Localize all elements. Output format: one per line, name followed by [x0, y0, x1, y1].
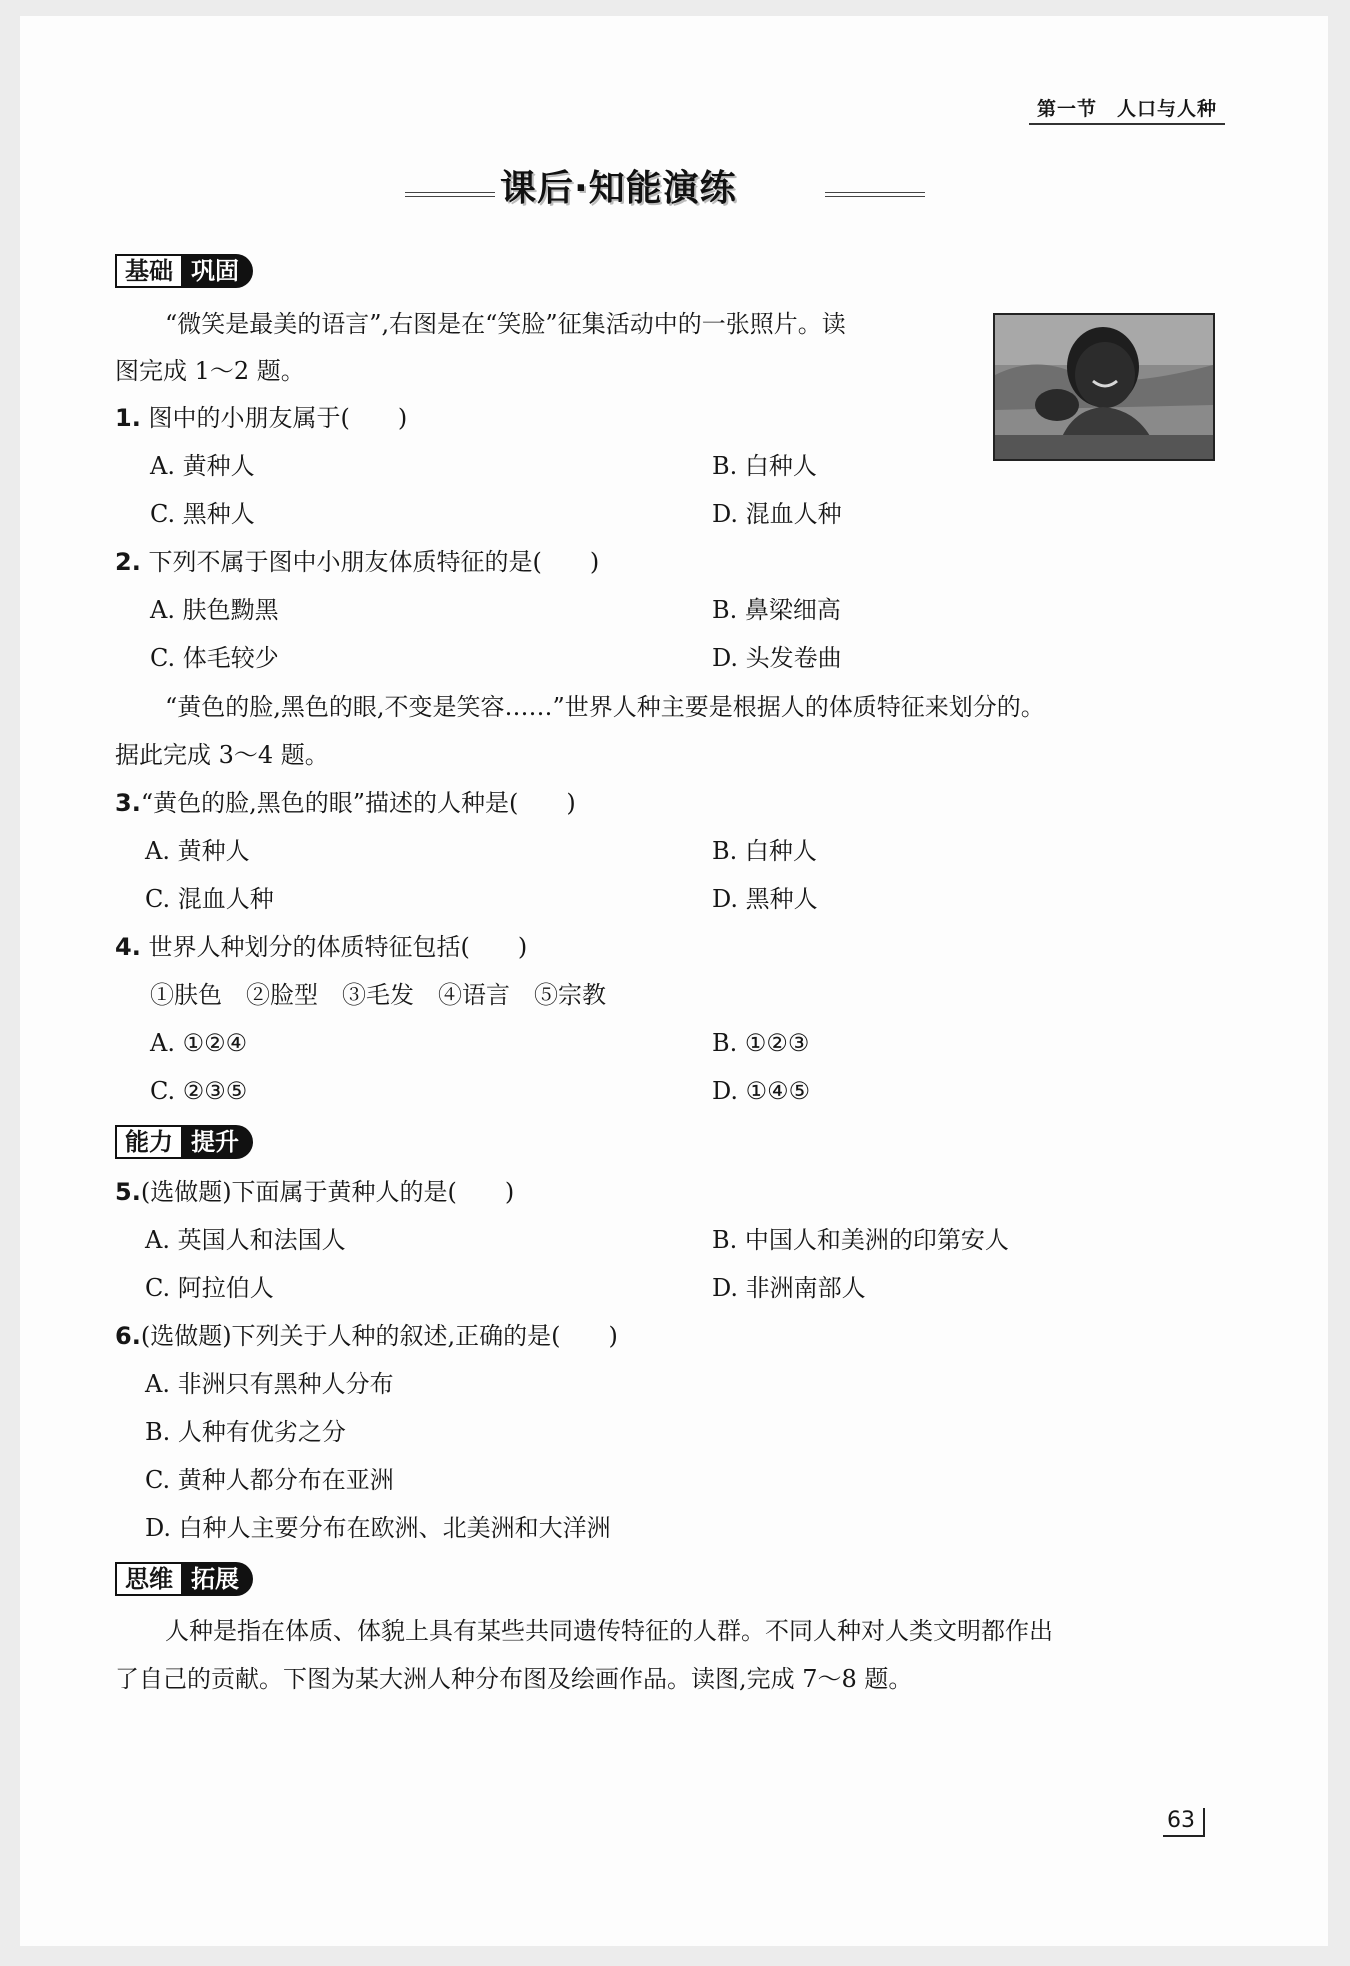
- q3-option-c: C. 混血人种: [145, 885, 274, 913]
- question-6: [115, 1322, 618, 1350]
- question-number: 1.: [115, 404, 141, 432]
- section-label-b: 巩固: [181, 254, 253, 288]
- q5-option-c: C. 阿拉伯人: [145, 1274, 274, 1302]
- intro-text-3b: 了自己的贡献。下图为某大洲人种分布图及绘画作品。读图,完成 7～8 题。: [115, 1665, 913, 1693]
- section-basic: [115, 254, 253, 288]
- q6-option-c: C. 黄种人都分布在亚洲: [145, 1466, 394, 1494]
- question-2: [115, 548, 599, 576]
- question-3: [115, 789, 576, 817]
- question-1: [115, 404, 407, 432]
- question-number: 6.: [115, 1322, 141, 1350]
- section-label-a: 基础: [115, 254, 181, 288]
- page-number: 63: [1163, 1808, 1205, 1837]
- question-number: 4.: [115, 933, 141, 961]
- intro-text-3a: 人种是指在体质、体貌上具有某些共同遗传特征的人群。不同人种对人类文明都作出: [165, 1617, 1053, 1645]
- intro-text-1b: 图完成 1～2 题。: [115, 357, 305, 385]
- section-label-b: 拓展: [181, 1562, 253, 1596]
- q1-option-c: C. 黑种人: [150, 500, 255, 528]
- question-number: 5.: [115, 1178, 141, 1206]
- q2-option-d: D. 头发卷曲: [712, 644, 842, 672]
- q6-option-b: B. 人种有优劣之分: [145, 1418, 346, 1446]
- q4-option-a: A. ①②④: [150, 1029, 248, 1057]
- banner-title: 课后·知能演练: [500, 168, 737, 209]
- question-stem: 下列不属于图中小朋友体质特征的是( ): [148, 548, 600, 576]
- intro-text-1a: “微笑是最美的语言”,右图是在“笑脸”征集活动中的一张照片。读: [165, 310, 846, 338]
- section-label-a: 思维: [115, 1562, 181, 1596]
- exercise-banner: [405, 156, 925, 226]
- photo-smiling-child: [993, 313, 1215, 461]
- q4-option-d: D. ①④⑤: [712, 1077, 811, 1105]
- section-label-b: 提升: [181, 1125, 253, 1159]
- question-stem: “黄色的脸,黑色的眼”描述的人种是( ): [140, 789, 576, 817]
- question-stem: 世界人种划分的体质特征包括( ): [148, 933, 528, 961]
- q5-option-d: D. 非洲南部人: [712, 1274, 866, 1302]
- q2-option-a: A. 肤色黝黑: [150, 596, 279, 624]
- q2-option-c: C. 体毛较少: [150, 644, 279, 672]
- section-label-a: 能力: [115, 1125, 181, 1159]
- q4-option-c: C. ②③⑤: [150, 1077, 248, 1105]
- q6-option-a: A. 非洲只有黑种人分布: [145, 1370, 394, 1398]
- question-number: 3.: [115, 789, 141, 817]
- question-stem: (选做题)下面属于黄种人的是( ): [140, 1178, 515, 1206]
- q2-option-b: B. 鼻梁细高: [712, 596, 841, 624]
- section-thinking: [115, 1562, 253, 1596]
- intro-text-2b: 据此完成 3～4 题。: [115, 741, 329, 769]
- q3-option-d: D. 黑种人: [712, 885, 818, 913]
- q3-option-a: A. 黄种人: [145, 837, 250, 865]
- intro-text-2a: “黄色的脸,黑色的眼,不变是笑容……”世界人种主要是根据人的体质特征来划分的。: [165, 693, 1045, 721]
- q4-items: ①肤色 ②脸型 ③毛发 ④语言 ⑤宗教: [150, 981, 606, 1009]
- q3-option-b: B. 白种人: [712, 837, 817, 865]
- question-stem: 图中的小朋友属于( ): [148, 404, 408, 432]
- question-stem: (选做题)下列关于人种的叙述,正确的是( ): [140, 1322, 618, 1350]
- q4-option-b: B. ①②③: [712, 1029, 810, 1057]
- question-4: [115, 933, 527, 961]
- question-number: 2.: [115, 548, 141, 576]
- section-header: 第一节 人口与人种: [1029, 94, 1225, 125]
- question-5: [115, 1178, 514, 1206]
- q5-option-b: B. 中国人和美洲的印第安人: [712, 1226, 1009, 1254]
- q6-option-d: D. 白种人主要分布在欧洲、北美洲和大洋洲: [145, 1514, 611, 1542]
- q1-option-d: D. 混血人种: [712, 500, 842, 528]
- q1-option-a: A. 黄种人: [150, 452, 255, 480]
- q1-option-b: B. 白种人: [712, 452, 817, 480]
- q5-option-a: A. 英国人和法国人: [145, 1226, 346, 1254]
- section-ability: [115, 1125, 253, 1159]
